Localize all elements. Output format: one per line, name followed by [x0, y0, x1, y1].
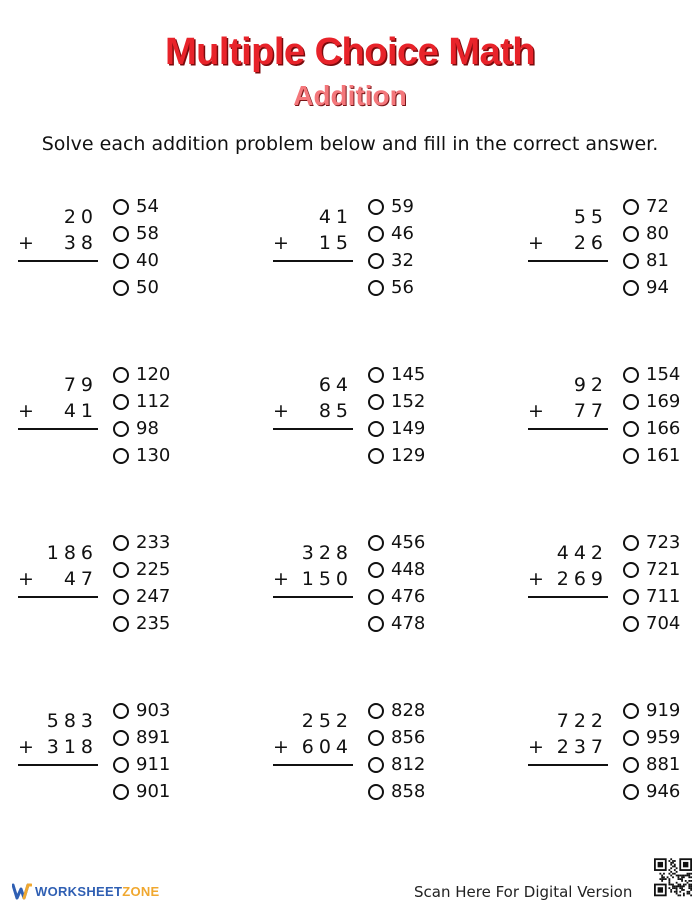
answer-choice[interactable] [368, 248, 458, 274]
answer-choice-label: 828 [391, 700, 426, 721]
answer-choice[interactable] [113, 221, 203, 247]
bottom-number: 85 [318, 400, 353, 422]
answer-bubble[interactable] [623, 784, 639, 800]
answer-bubble[interactable] [623, 589, 639, 605]
answer-choice-label: 903 [136, 700, 171, 721]
sum-line [18, 596, 98, 598]
sum-line [273, 260, 353, 262]
answer-choice-label: 235 [136, 613, 171, 634]
answer-choice[interactable] [623, 416, 700, 442]
plus-sign: + [528, 736, 549, 758]
answer-bubble[interactable] [368, 757, 384, 773]
answer-choice[interactable] [623, 221, 700, 247]
answer-bubble[interactable] [113, 394, 129, 410]
answer-choice-label: 59 [391, 196, 414, 217]
answer-choice-label: 54 [136, 196, 159, 217]
problem-2 [273, 194, 503, 304]
sum-line [273, 764, 353, 766]
plus-sign: + [528, 568, 549, 590]
scan-here-text: Scan Here For Digital Version [414, 883, 633, 901]
answer-choice[interactable] [623, 389, 700, 415]
problem-1 [18, 194, 248, 304]
sum-line [528, 596, 608, 598]
answer-choice-label: 247 [136, 586, 171, 607]
answer-choice-label: 154 [646, 364, 681, 385]
answer-choice-label: 704 [646, 613, 681, 634]
bottom-number: 47 [63, 568, 98, 590]
answer-choice[interactable] [113, 530, 203, 556]
answer-bubble[interactable] [623, 394, 639, 410]
answer-choice[interactable] [113, 416, 203, 442]
plus-sign: + [273, 568, 294, 590]
answer-bubble[interactable] [623, 703, 639, 719]
answer-choice-label: 911 [136, 754, 171, 775]
answer-choice-label: 46 [391, 223, 414, 244]
plus-sign: + [273, 400, 294, 422]
problem-11 [273, 698, 503, 808]
page-title: Multiple Choice Math [165, 31, 535, 73]
answer-choice-label: 56 [391, 277, 414, 298]
answer-choice[interactable] [623, 611, 700, 637]
top-number: 41 [318, 206, 353, 228]
top-number: 583 [46, 710, 98, 732]
answer-choice-label: 152 [391, 391, 426, 412]
answer-choice[interactable] [113, 443, 203, 469]
bottom-number: 41 [63, 400, 98, 422]
answer-choice-label: 448 [391, 559, 426, 580]
answer-bubble[interactable] [368, 421, 384, 437]
answer-choice-label: 812 [391, 754, 426, 775]
answer-bubble[interactable] [368, 616, 384, 632]
answer-bubble[interactable] [368, 199, 384, 215]
answer-choice[interactable] [368, 221, 458, 247]
answer-choice[interactable] [623, 275, 700, 301]
answer-choice[interactable] [623, 443, 700, 469]
answer-choice[interactable] [113, 611, 203, 637]
answer-choice[interactable] [623, 194, 700, 220]
answer-bubble[interactable] [113, 535, 129, 551]
answer-bubble[interactable] [113, 226, 129, 242]
worksheet-zone-logo-icon [12, 881, 32, 901]
answer-choice[interactable] [113, 779, 203, 805]
answer-choice-label: 149 [391, 418, 426, 439]
top-number: 442 [556, 542, 608, 564]
plus-sign: + [528, 400, 549, 422]
answer-choice[interactable] [623, 362, 700, 388]
answer-choice[interactable] [623, 584, 700, 610]
answer-bubble[interactable] [623, 421, 639, 437]
answer-choice-label: 50 [136, 277, 159, 298]
top-number: 20 [63, 206, 98, 228]
sum-line [273, 428, 353, 430]
top-number: 722 [556, 710, 608, 732]
answer-bubble[interactable] [113, 589, 129, 605]
answer-bubble[interactable] [368, 367, 384, 383]
answer-bubble[interactable] [113, 448, 129, 464]
answer-choice-label: 112 [136, 391, 171, 412]
plus-sign: + [528, 232, 549, 254]
answer-choice-label: 946 [646, 781, 681, 802]
answer-choice[interactable] [113, 248, 203, 274]
page-subtitle: Addition [293, 80, 407, 111]
answer-choice[interactable] [368, 194, 458, 220]
answer-choice-label: 129 [391, 445, 426, 466]
bottom-number: 150 [301, 568, 353, 590]
answer-choice-label: 166 [646, 418, 681, 439]
answer-choice-label: 711 [646, 586, 681, 607]
answer-choice-label: 58 [136, 223, 159, 244]
answer-bubble[interactable] [368, 394, 384, 410]
plus-sign: + [18, 232, 39, 254]
top-number: 55 [573, 206, 608, 228]
problem-12 [528, 698, 700, 808]
answer-choice[interactable] [113, 389, 203, 415]
top-number: 64 [318, 374, 353, 396]
qr-code-icon[interactable] [654, 858, 692, 902]
bottom-number: 77 [573, 400, 608, 422]
answer-choice-label: 233 [136, 532, 171, 553]
sum-line [528, 428, 608, 430]
answer-choice[interactable] [368, 443, 458, 469]
answer-choice[interactable] [113, 752, 203, 778]
problem-8 [273, 530, 503, 640]
answer-bubble[interactable] [623, 535, 639, 551]
answer-choice[interactable] [368, 725, 458, 751]
answer-choice-label: 72 [646, 196, 669, 217]
logo-text-worksheet: WORKSHEET [35, 883, 123, 899]
answer-choice[interactable] [113, 362, 203, 388]
answer-bubble[interactable] [113, 703, 129, 719]
answer-choice-label: 723 [646, 532, 681, 553]
answer-bubble[interactable] [368, 730, 384, 746]
answer-choice-label: 81 [646, 250, 669, 271]
bottom-number: 15 [318, 232, 353, 254]
sum-line [273, 596, 353, 598]
answer-bubble[interactable] [623, 448, 639, 464]
bottom-number: 26 [573, 232, 608, 254]
answer-bubble[interactable] [623, 226, 639, 242]
problem-7 [18, 530, 248, 640]
answer-bubble[interactable] [368, 589, 384, 605]
answer-bubble[interactable] [113, 616, 129, 632]
answer-choice[interactable] [623, 530, 700, 556]
answer-choice[interactable] [623, 248, 700, 274]
answer-bubble[interactable] [623, 253, 639, 269]
sum-line [528, 260, 608, 262]
answer-bubble[interactable] [368, 703, 384, 719]
top-number: 186 [46, 542, 98, 564]
answer-choice[interactable] [368, 530, 458, 556]
sum-line [528, 764, 608, 766]
answer-choice[interactable] [623, 698, 700, 724]
problem-4 [18, 362, 248, 472]
answer-choice-label: 901 [136, 781, 171, 802]
plus-sign: + [18, 568, 39, 590]
answer-bubble[interactable] [368, 226, 384, 242]
answer-choice[interactable] [113, 584, 203, 610]
answer-choice-label: 169 [646, 391, 681, 412]
answer-choice-label: 881 [646, 754, 681, 775]
answer-bubble[interactable] [623, 730, 639, 746]
answer-choice-label: 856 [391, 727, 426, 748]
sum-line [18, 428, 98, 430]
problem-3 [528, 194, 700, 304]
answer-choice[interactable] [623, 557, 700, 583]
answer-bubble[interactable] [623, 562, 639, 578]
answer-choice-label: 721 [646, 559, 681, 580]
answer-bubble[interactable] [623, 757, 639, 773]
answer-choice-label: 919 [646, 700, 681, 721]
answer-choice[interactable] [623, 779, 700, 805]
answer-bubble[interactable] [113, 757, 129, 773]
answer-choice-label: 959 [646, 727, 681, 748]
answer-bubble[interactable] [368, 280, 384, 296]
answer-choice[interactable] [368, 389, 458, 415]
answer-choice-label: 478 [391, 613, 426, 634]
answer-choice[interactable] [368, 362, 458, 388]
answer-bubble[interactable] [368, 562, 384, 578]
answer-choice-label: 456 [391, 532, 426, 553]
answer-bubble[interactable] [368, 535, 384, 551]
plus-sign: + [18, 736, 39, 758]
plus-sign: + [18, 400, 39, 422]
answer-choice-label: 120 [136, 364, 171, 385]
answer-choice-label: 80 [646, 223, 669, 244]
answer-choice[interactable] [368, 416, 458, 442]
answer-choice[interactable] [368, 584, 458, 610]
worksheet-zone-logo[interactable] [12, 878, 160, 904]
answer-bubble[interactable] [623, 199, 639, 215]
answer-choice[interactable] [113, 194, 203, 220]
answer-bubble[interactable] [113, 367, 129, 383]
bottom-number: 38 [63, 232, 98, 254]
answer-bubble[interactable] [113, 199, 129, 215]
instructions: Solve each addition problem below and fill in the correct answer. [41, 133, 659, 155]
answer-bubble[interactable] [623, 280, 639, 296]
answer-bubble[interactable] [113, 562, 129, 578]
answer-choice[interactable] [113, 275, 203, 301]
answer-choice-label: 145 [391, 364, 426, 385]
answer-bubble[interactable] [113, 784, 129, 800]
answer-choice[interactable] [368, 752, 458, 778]
answer-choice-label: 476 [391, 586, 426, 607]
answer-choice-label: 98 [136, 418, 159, 439]
plus-sign: + [273, 232, 294, 254]
answer-choice-label: 225 [136, 559, 171, 580]
answer-choice-label: 40 [136, 250, 159, 271]
answer-choice[interactable] [368, 779, 458, 805]
top-number: 79 [63, 374, 98, 396]
answer-choice-label: 130 [136, 445, 171, 466]
answer-bubble[interactable] [368, 784, 384, 800]
answer-choice-label: 161 [646, 445, 681, 466]
bottom-number: 237 [556, 736, 608, 758]
answer-bubble[interactable] [113, 730, 129, 746]
answer-bubble[interactable] [113, 421, 129, 437]
logo-text-zone: ZONE [122, 883, 160, 899]
answer-choice[interactable] [113, 725, 203, 751]
problem-10 [18, 698, 248, 808]
answer-bubble[interactable] [113, 253, 129, 269]
answer-choice[interactable] [113, 557, 203, 583]
top-number: 328 [301, 542, 353, 564]
answer-bubble[interactable] [368, 253, 384, 269]
answer-choice[interactable] [368, 275, 458, 301]
answer-choice[interactable] [368, 698, 458, 724]
bottom-number: 318 [46, 736, 98, 758]
answer-choice-label: 891 [136, 727, 171, 748]
problem-9 [528, 530, 700, 640]
sum-line [18, 260, 98, 262]
answer-choice[interactable] [113, 698, 203, 724]
answer-bubble[interactable] [623, 616, 639, 632]
answer-choice[interactable] [623, 725, 700, 751]
answer-choice-label: 32 [391, 250, 414, 271]
bottom-number: 604 [301, 736, 353, 758]
answer-choice-label: 858 [391, 781, 426, 802]
bottom-number: 269 [556, 568, 608, 590]
answer-choice-label: 94 [646, 277, 669, 298]
answer-choice[interactable] [368, 611, 458, 637]
answer-bubble[interactable] [623, 367, 639, 383]
answer-bubble[interactable] [113, 280, 129, 296]
answer-choice[interactable] [368, 557, 458, 583]
answer-choice[interactable] [623, 752, 700, 778]
plus-sign: + [273, 736, 294, 758]
logo-text [35, 884, 160, 899]
top-number: 252 [301, 710, 353, 732]
problem-6 [528, 362, 700, 472]
top-number: 92 [573, 374, 608, 396]
problem-5 [273, 362, 503, 472]
answer-bubble[interactable] [368, 448, 384, 464]
sum-line [18, 764, 98, 766]
